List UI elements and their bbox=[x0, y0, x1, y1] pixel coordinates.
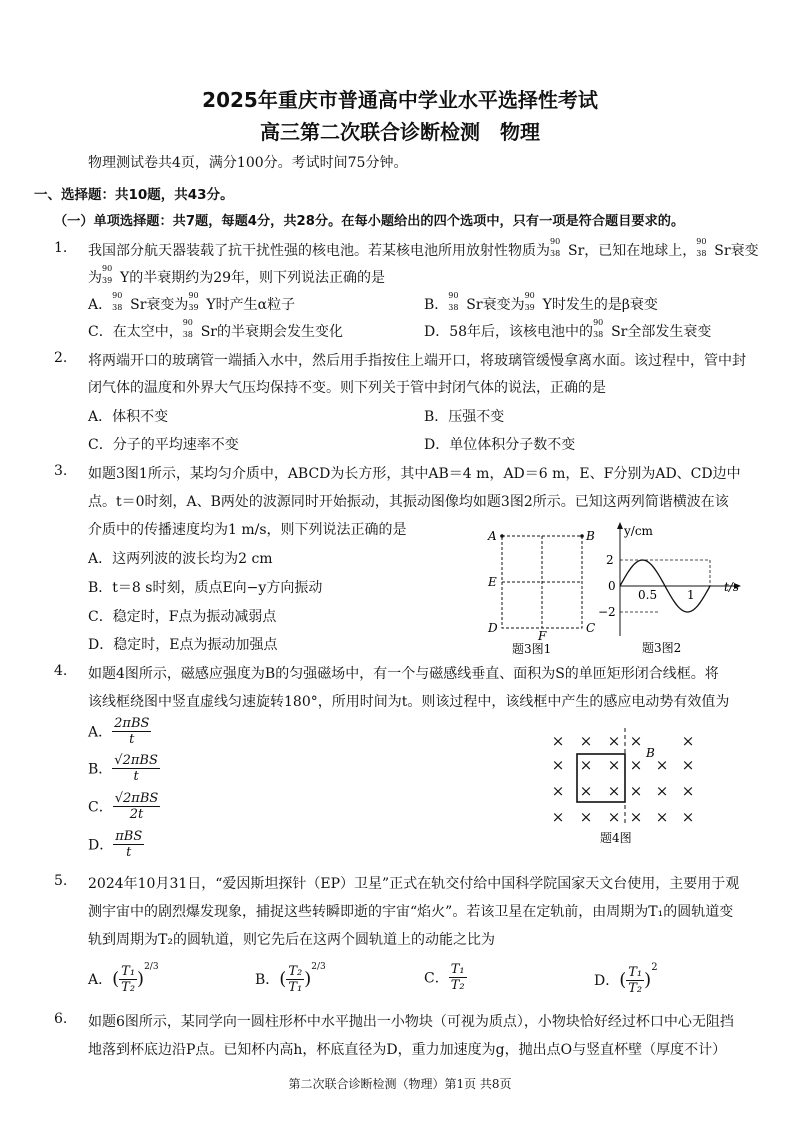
xtick-1: 1 bbox=[687, 588, 695, 602]
question-number: 4. bbox=[54, 663, 68, 679]
field-cross: × bbox=[579, 756, 593, 774]
label-F: F bbox=[538, 629, 547, 643]
x-axis-label: t/s bbox=[724, 580, 740, 594]
nuclide-y: 90 39 bbox=[102, 264, 113, 285]
q4-line1: 如题4图所示，磁感应强度为B的匀强磁场中，有一个与磁感线垂直、面积为S的单匝矩形闭合线框。将 bbox=[88, 666, 719, 682]
question-number: 2. bbox=[54, 350, 68, 366]
page-footer: 第二次联合诊断检测（物理）第1页 共8页 bbox=[288, 1077, 512, 1091]
q4-line2: 该线框绕图中竖直虚线匀速旋转180°，所用时间为t。则该过程中，该线框中产生的感应电动势有效值为 bbox=[88, 694, 730, 710]
q3-option-c[interactable]: C．稳定时，F点为振动减弱点 bbox=[88, 609, 277, 625]
q2-option-b[interactable]: B．压强不变 bbox=[424, 409, 505, 425]
q1-line2: 为 90 39 Y的半衰期约为29年，则下列说法正确的是 bbox=[88, 264, 386, 286]
xtick-0.5: 0.5 bbox=[638, 588, 658, 602]
field-cross: × bbox=[579, 782, 593, 800]
figure-3-2-caption: 题3图2 bbox=[642, 641, 682, 655]
exam-title: 2025年重庆市普通高中学业水平选择性考试 bbox=[202, 88, 598, 112]
q4-option-a[interactable]: A． $\frac{\text{2πBS}}{t}$ bbox=[88, 716, 150, 747]
field-cross: × bbox=[655, 808, 669, 826]
field-cross: × bbox=[579, 732, 593, 750]
question-number: 3. bbox=[54, 463, 68, 479]
q2-option-c[interactable]: C．分子的平均速率不变 bbox=[88, 437, 239, 453]
q5-option-a[interactable]: A．( $\frac{\text{T₁}}{\text{T₂}}$ )$^{2/3}$ bbox=[88, 962, 159, 995]
nuclide-sr: 90 38 bbox=[696, 237, 707, 258]
field-cross: × bbox=[607, 782, 621, 800]
field-cross: × bbox=[607, 808, 621, 826]
field-cross: × bbox=[607, 732, 621, 750]
q4-option-d[interactable]: D． $\frac{\text{πBS}}{t}$ bbox=[88, 829, 143, 860]
subsection-heading: （一）单项选择题：共7题，每题4分，共28分。在每小题给出的四个选项中，只有一项是符合题目要求的。 bbox=[54, 214, 685, 229]
figure-3-1 bbox=[482, 524, 594, 656]
label-A: A bbox=[488, 529, 497, 543]
question-number: 6. bbox=[54, 1011, 68, 1027]
q1-option-b[interactable]: B． 90 38 Sr衰变为 90 39 Y时发生的是β衰变 bbox=[424, 291, 658, 313]
field-cross: × bbox=[681, 756, 695, 774]
ytick-neg2: −2 bbox=[598, 605, 616, 619]
q4-option-b[interactable]: B． $\frac{\text{√2πBS}}{t}$ bbox=[88, 753, 158, 784]
field-cross: × bbox=[681, 732, 695, 750]
q5-line2: 测宇宙中的剧烈爆发现象，捕捉这些转瞬即逝的宇宙“焰火”。若该卫星在定轨前，由周期为T₁的圆轨道变 bbox=[88, 904, 734, 920]
q1-option-c[interactable]: C．在太空中， 90 38 Sr的半衰期会发生变化 bbox=[88, 318, 344, 340]
field-cross: × bbox=[629, 756, 643, 774]
field-cross: × bbox=[607, 756, 621, 774]
field-cross: × bbox=[551, 732, 565, 750]
q6-line1: 如题6图所示，某同学向一圆柱形杯中水平抛出一小物块（可视为质点），小物块恰好经过杯口中心无阻挡 bbox=[88, 1014, 734, 1030]
label-E: E bbox=[488, 575, 497, 589]
ytick-2: 2 bbox=[606, 553, 614, 567]
figure-4-caption: 题4图 bbox=[600, 831, 632, 845]
q3-line3: 介质中的传播速度均为1 m/s，则下列说法正确的是 bbox=[88, 522, 407, 538]
field-cross: × bbox=[681, 782, 695, 800]
question-number: 1. bbox=[54, 240, 68, 256]
q3-line2: 点。t＝0时刻，A、B两处的波源同时开始振动，其振动图像均如题3图2所示。已知这两列简谐横波在该 bbox=[88, 494, 729, 510]
exam-intro: 物理测试卷共4页，满分100分。考试时间75分钟。 bbox=[88, 155, 408, 171]
field-cross: × bbox=[551, 808, 565, 826]
field-cross: × bbox=[681, 808, 695, 826]
q5-line3: 轨到周期为T₂的圆轨道，则它先后在这两个圆轨道上的动能之比为 bbox=[88, 932, 495, 948]
field-cross: × bbox=[579, 808, 593, 826]
figure-3-2 bbox=[598, 518, 758, 656]
q3-option-d[interactable]: D．稳定时，E点为振动加强点 bbox=[88, 637, 278, 653]
field-cross: × bbox=[655, 756, 669, 774]
field-cross: × bbox=[629, 808, 643, 826]
field-cross: × bbox=[629, 782, 643, 800]
field-label: B bbox=[646, 746, 655, 760]
field-cross: × bbox=[655, 782, 669, 800]
q5-option-c[interactable]: C． $\frac{\text{T₁}}{\text{T₂}}$ bbox=[424, 962, 465, 993]
q6-line2: 地落到杯底边沿P点。已知杯内高h，杯底直径为D，重力加速度为g，抛出点O与竖直杯壁（厚度不计） bbox=[88, 1042, 727, 1058]
q2-line1: 将两端开口的玻璃管一端插入水中，然后用手指按住上端开口，将玻璃管缓慢拿离水面。该过程中，管中封 bbox=[88, 353, 746, 369]
figure-3-1-caption: 题3图1 bbox=[512, 642, 552, 656]
section-heading: 一、选择题：共10题，共43分。 bbox=[34, 187, 234, 203]
label-D: D bbox=[488, 621, 498, 635]
q4-option-c[interactable]: C． $\frac{\text{√2πBS}}{2t}$ bbox=[88, 791, 159, 822]
q2-option-a[interactable]: A．体积不变 bbox=[88, 409, 169, 425]
ytick-0: 0 bbox=[608, 579, 616, 593]
q5-option-d[interactable]: D．( $\frac{\text{T₁}}{\text{T₂}}$ )$^2$ bbox=[594, 962, 658, 996]
field-cross: × bbox=[551, 756, 565, 774]
q3-option-a[interactable]: A．这两列波的波长均为2 cm bbox=[88, 551, 273, 567]
q5-line1: 2024年10月31日，“爱因斯坦探针（EP）卫星”正式在轨交付给中国科学院国家天文台使用，主要用于观 bbox=[88, 876, 740, 892]
q3-option-b[interactable]: B．t＝8 s时刻，质点E向−y方向振动 bbox=[88, 580, 323, 596]
nuclide-sr: 90 38 bbox=[550, 237, 561, 258]
q5-option-b[interactable]: B．( $\frac{\text{T₂}}{\text{T₁}}$ )$^{2/3}$ bbox=[255, 962, 326, 995]
exam-subtitle: 高三第二次联合诊断检测 物理 bbox=[260, 120, 540, 144]
q2-option-d[interactable]: D．单位体积分子数不变 bbox=[424, 437, 576, 453]
q3-line1: 如题3图1所示，某均匀介质中，ABCD为长方形，其中AB＝4 m，AD＝6 m，E、F分别为AD、CD边中 bbox=[88, 466, 741, 482]
q2-line2: 闭气体的温度和外界大气压均保持不变。则下列关于管中封闭气体的说法，正确的是 bbox=[88, 380, 606, 396]
y-axis-label: y/cm bbox=[624, 524, 653, 538]
q1-line1: 我国部分航天器装载了抗干扰性强的核电池。若某核电池所用放射性物质为 90 38 Sr，已知在地球上， 90 38 Sr衰变 bbox=[88, 237, 759, 259]
field-cross: × bbox=[629, 732, 643, 750]
figure-4 bbox=[548, 726, 708, 850]
q1-option-d[interactable]: D．58年后，该核电池中的 90 38 Sr全部发生衰变 bbox=[424, 318, 712, 340]
field-cross: × bbox=[551, 782, 565, 800]
q1-option-a[interactable]: A． 90 38 Sr衰变为 90 39 Y时产生α粒子 bbox=[88, 291, 296, 313]
label-B: B bbox=[586, 529, 595, 543]
label-C: C bbox=[586, 621, 596, 635]
question-number: 5. bbox=[54, 873, 68, 889]
